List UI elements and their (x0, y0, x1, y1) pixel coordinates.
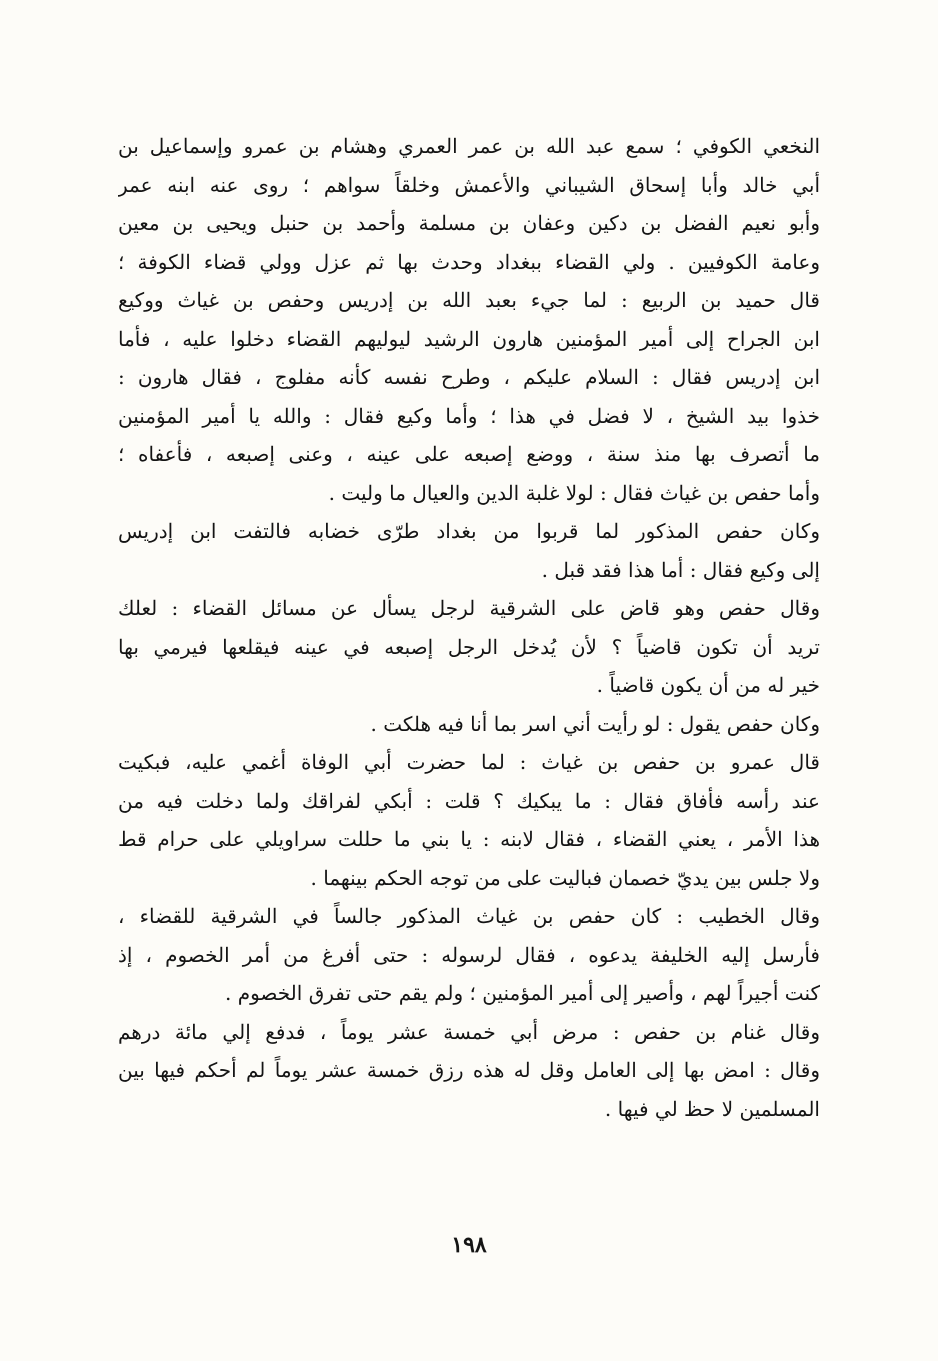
text-line: هذا الأمر ، يعني القضاء ، فقال لابنه : يا بني ما حللت سراويلي على حرام قط (118, 827, 820, 851)
text-line: وقال غنام بن حفص : مرض أبي خمسة عشر يوماً ، فدفع إلي مائة درهم (118, 1019, 820, 1044)
text-line: وعامة الكوفيين . ولي القضاء ببغداد وحدث بها ثم عزل وولي قضاء الكوفة ؛ (118, 249, 820, 274)
text-line: إلى وكيع فقال : أما هذا فقد قبل . (541, 557, 820, 582)
text-line: خير له من أن يكون قاضياً . (596, 673, 820, 697)
text-line: قال عمرو بن حفص بن غياث : لما حضرت أبي الوفاة أغمي عليه، فبكيت (118, 750, 820, 774)
text-line: وأما حفص بن غياث فقال : لولا غلبة الدين والعيال ما وليت . (328, 480, 820, 505)
text-line: ابن الجراح إلى أمير المؤمنين هارون الرشيد ليوليهم القضاء دخلوا عليه ، فأما (118, 326, 820, 351)
text-line: النخعي الكوفي ؛ سمع عبد الله بن عمر العمري وهشام بن عمرو وإسماعيل بن (118, 134, 820, 158)
text-line: فأرسل إليه الخليفة يدعوه ، فقال لرسوله : حتى أفرغ من أمر الخصوم ، إذ (118, 942, 820, 967)
text-line: أبي خالد وأبا إسحاق الشيباني والأعمش وخلقاً سواهم ؛ روى عنه ابنه عمر (118, 172, 820, 197)
text-line: قال حميد بن الربيع : لما جيء بعبد الله بن إدريس وحفص بن غياث ووكيع (118, 288, 820, 312)
text-line: ولا جلس بين يديّ خصمان فباليت على من توجه الحكم بينهما . (310, 865, 820, 890)
text-line: وقال : امض بها إلى العامل وقل له هذه رزق خمسة عشر يوماً لم أحكم فيها بين (118, 1058, 820, 1082)
text-line: تريد أن تكون قاضياً ؟ لأن يُدخل الرجل إصبعه في عينه فيقلعها فيرمي بها (118, 634, 820, 659)
text-line: خذوا بيد الشيخ ، لا فضل في هذا ؛ وأما وكيع فقال : والله يا أمير المؤمنين (118, 403, 820, 428)
text-line: ابن إدريس فقال : السلام عليكم ، وطرح نفسه كأنه مفلوج ، فقال هارون : (118, 365, 820, 389)
text-line: عند رأسه فأفاق فقال : ما يبكيك ؟ قلت : أبكي لفراقك ولما دخلت فيه من (118, 788, 820, 813)
text-line: وأبو نعيم الفضل بن دكين وعفان بن مسلمة وأحمد بن حنبل ويحيى بن معين (118, 211, 820, 235)
text-line: وكان حفص المذكور لما قربوا من بغداد طرّى خضابه فالتفت ابن إدريس (118, 519, 820, 543)
body-text (118, 127, 820, 1128)
text-line: ما أتصرف بها منذ سنة ، ووضع إصبعه على عينه ، وعنى إصبعه ، فأعفاه ؛ (118, 442, 820, 466)
text-line: وقال حفص وهو قاض على الشرقية لرجل يسأل عن مسائل القضاء : لعلك (118, 596, 820, 620)
page-number: ١٩٨ (451, 1232, 487, 1258)
text-line: المسلمين لا حظ لي فيها . (604, 1096, 820, 1121)
text-line: كنت أجيراً لهم ، وأصير إلى أمير المؤمنين ؛ ولم يقم حتى تفرق الخصوم . (225, 981, 820, 1005)
text-line: وكان حفص يقول : لو رأيت أني اسر بما أنا فيه هلكت . (370, 711, 820, 736)
text-line: وقال الخطيب : كان حفص بن غياث المذكور جالساً في الشرقية للقضاء ، (118, 904, 820, 928)
